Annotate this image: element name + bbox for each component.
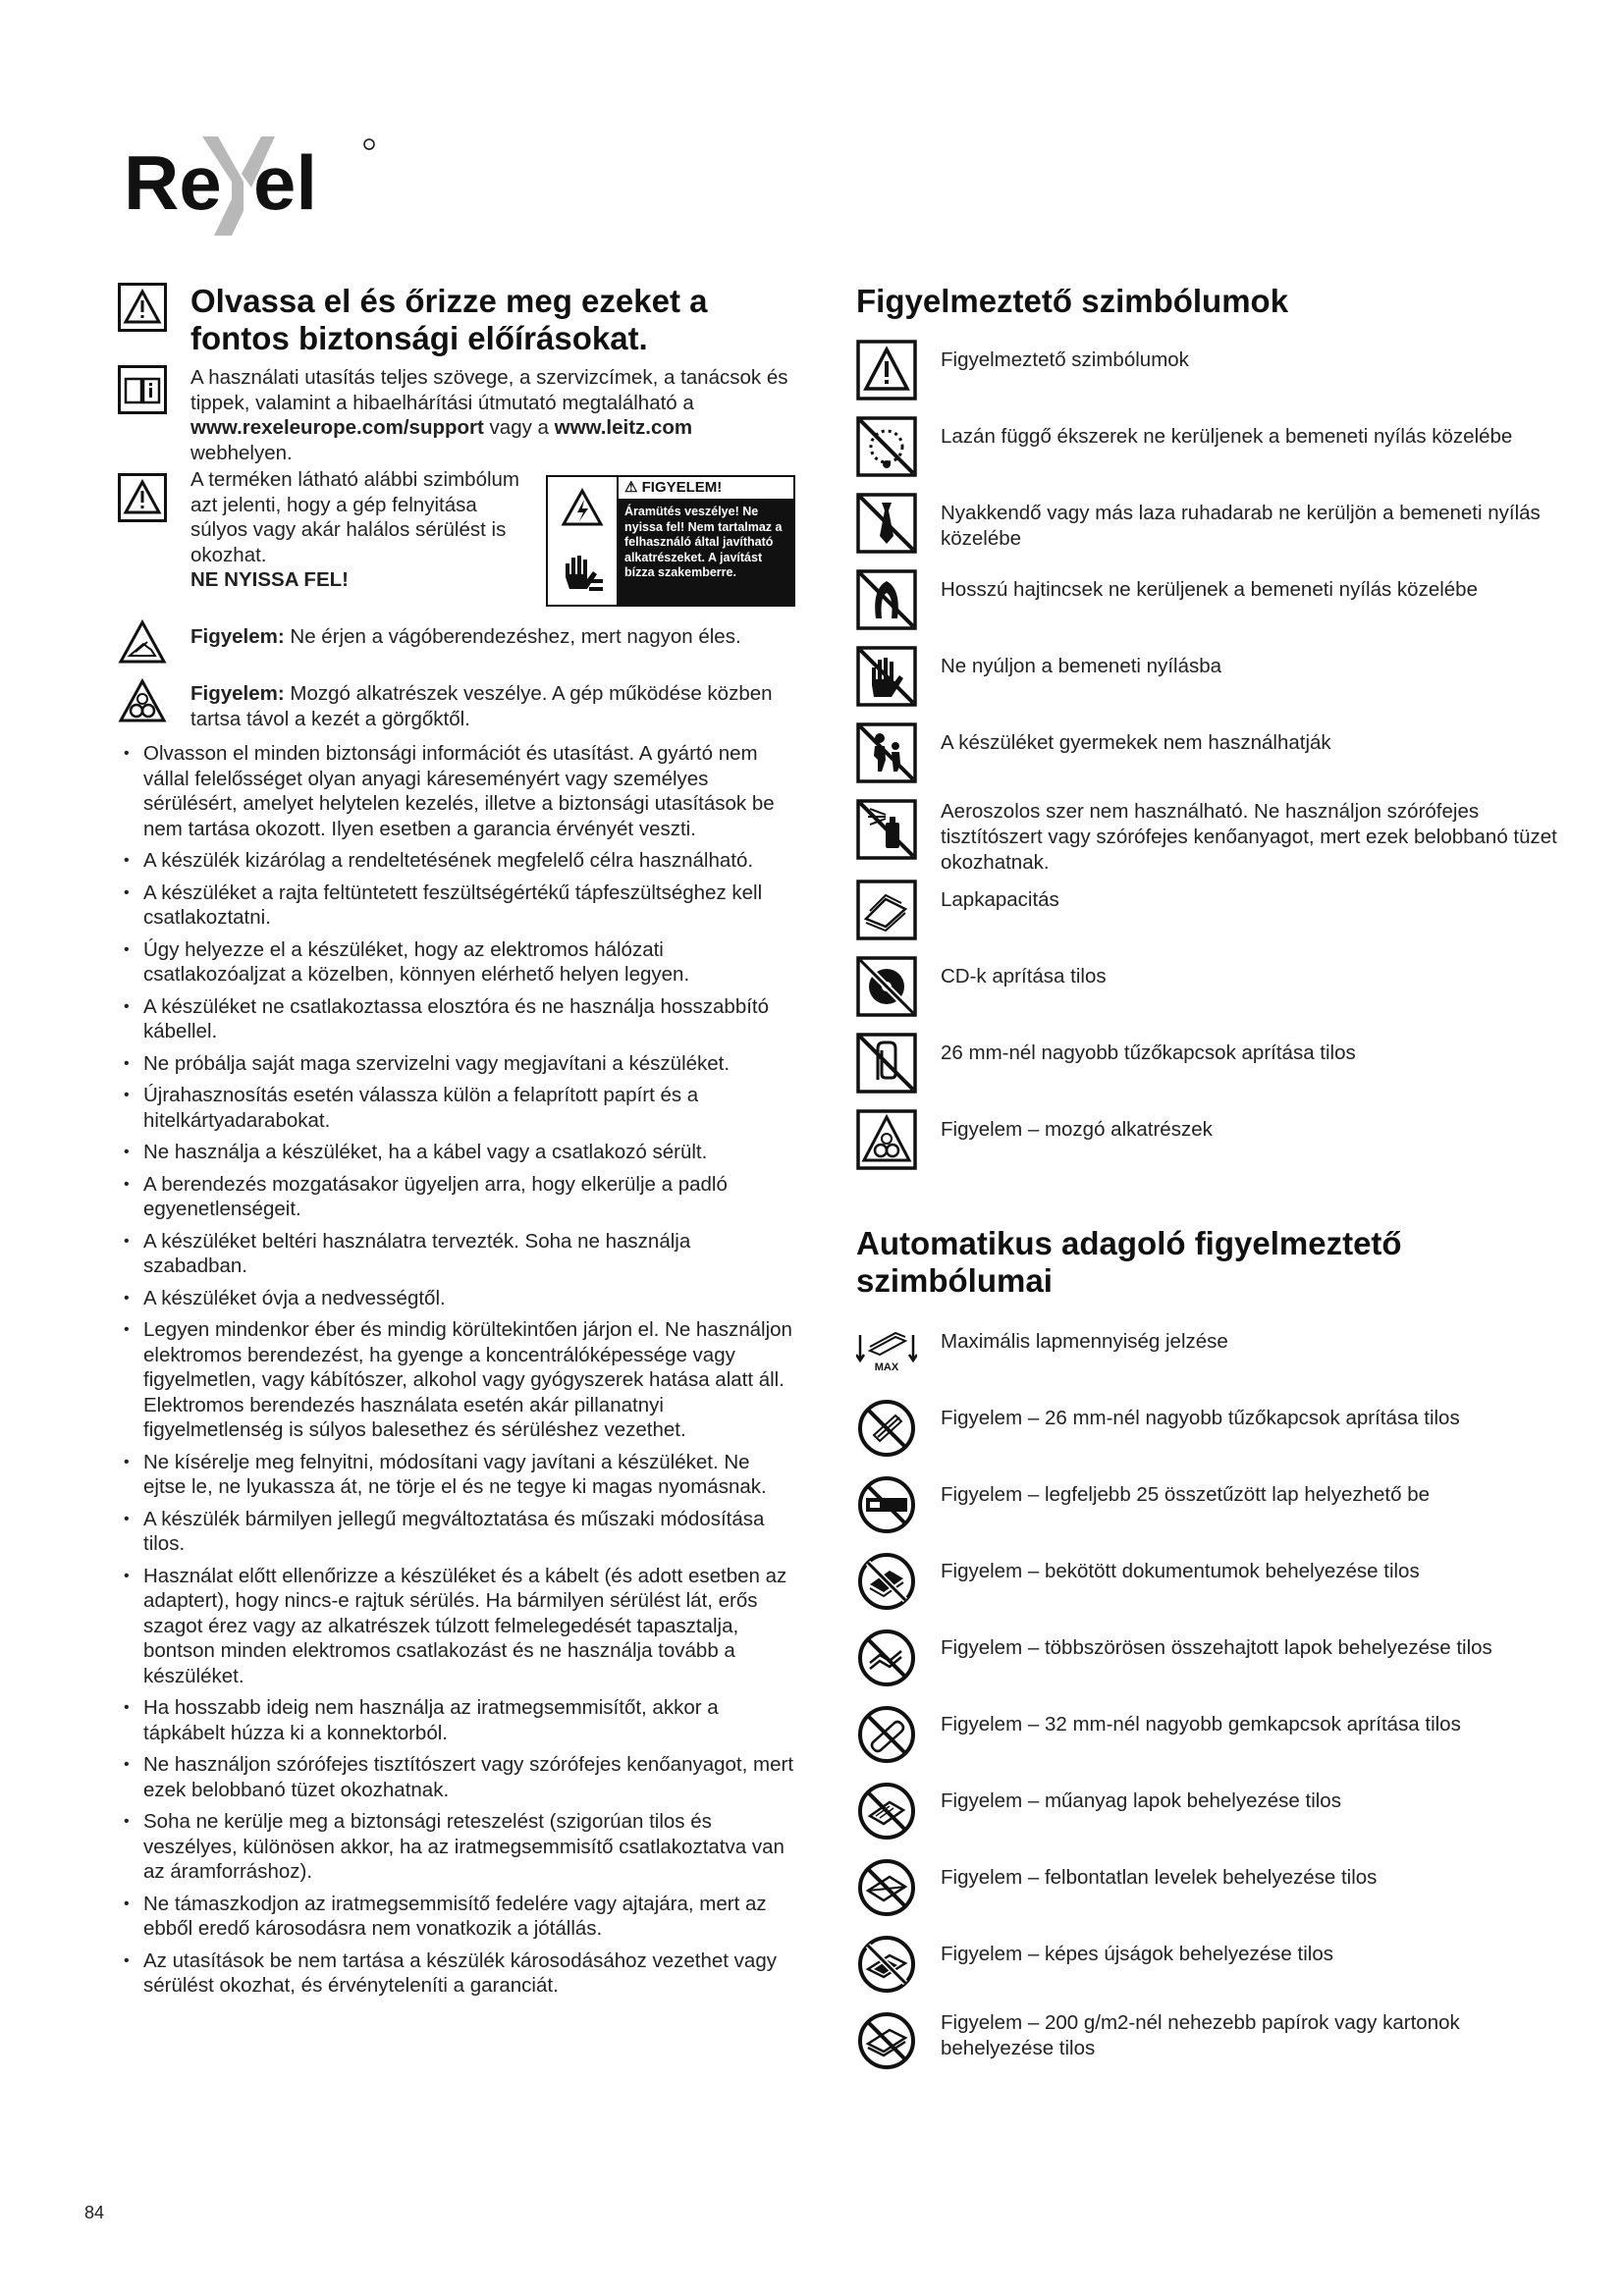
warning-symbols-column [856,283,1563,2087]
rexel-logo-mark [116,123,386,250]
auto-symbol-row [856,1857,1563,1934]
list-item: • A készüléket óvja a nedvességtől. [118,1286,795,1311]
symbol-text: Ne nyúljon a bemeneti nyílásba [941,655,1222,677]
no-children-icon [856,722,917,783]
moving-parts-warning-icon [118,677,167,726]
symbol-text: Aeroszolos szer nem használható. Ne használjon szórófejes tisztítószert vagy szórófejes kenőanyagot, mert ezek belobbanó tüzet okozhatnak. [941,800,1557,874]
symbol-row [856,569,1563,646]
caution1-label: Figyelem: [190,625,285,648]
list-item: • Ne kísérelje meg felnyitni, módosítani vagy javítani a készüléket. Ne ejtse le, ne lyukassza át, ne törje el és ne tegye ki magas nyomásnak. [118,1450,795,1500]
symbol-text: Hosszú hajtincsek ne kerüljenek a bemeneti nyílás közelébe [941,578,1478,601]
warning-triangle-icon [118,473,167,522]
electric-shock-warning-label [546,475,795,607]
sharp-blade-caution-text [190,618,741,650]
max-label: MAX [874,1362,899,1373]
no-folded-sheets-icon [856,1628,917,1688]
auto-symbol-row [856,2010,1563,2087]
logo-text-el: el [253,139,318,226]
symbol-text: Nyakkendő vagy más laza ruhadarab ne kerüljön a bemeneti nyílás közelébe [941,502,1541,550]
leitz-link[interactable]: www.leitz.com [554,416,693,439]
no-unopened-letters-icon [856,1857,917,1918]
manual-info-post: webhelyen. [190,441,293,464]
auto-symbol-row [856,1474,1563,1551]
do-not-open-row [118,467,795,611]
manual-info-mid: vagy a [483,416,555,439]
warning-label-text: Áramütés veszélye! Ne nyissa fel! Nem tartalmaz a felhasználó által javítható alkatrészeket. A javítást bízza szakemberre. [619,501,793,605]
caution2-label: Figyelem: [190,682,285,705]
list-item: • Ne használja a készüléket, ha a kábel vagy a csatlakozó sérült. [118,1140,795,1165]
list-item: • A készülék kizárólag a rendeltetésének megfelelő célra használható. [118,848,795,874]
list-item: • Használat előtt ellenőrizze a készüléket és a kábelt (és adott esetben az adaptert), hogy nincs-e rajtuk sérülés. Ha bármilyen sérülést lát, erős szagot érez vagy az alkatrészek túlzott felmelegedését tapasztalja, bontson minden elektromos csatlakozást és ne használja tovább a készüléket. [118,1564,795,1689]
manual-info-text [190,365,795,465]
list-item: • Ha hosszabb ideig nem használja az iratmegsemmisítőt, akkor a tápkábelt húzza ki a konnektorból. [118,1695,795,1745]
page-number: 84 [84,2203,105,2222]
symbol-text: Figyelem – felbontatlan levelek behelyezése tilos [941,1866,1378,1889]
max-25-stapled-icon [856,1474,917,1535]
auto-symbol-row [856,1704,1563,1781]
symbol-note: A terméken látható alábbi szimbólum azt jelenti, hogy a gép felnyitása súlyos vagy akár halálos sérülést is okozhat. [190,468,520,566]
symbol-text: 26 mm-nél nagyobb tűzőkapcsok aprítása tilos [941,1041,1356,1064]
auto-symbol-row [856,1321,1563,1398]
manual-info-pre: A használati utasítás teljes szövege, a szervizcímek, a tanácsok és tippek, valamint a hibaelhárítási útmutató megtalálható a [190,366,788,414]
no-jewellery-icon [856,416,917,477]
symbol-text: Lazán függő ékszerek ne kerüljenek a bemeneti nyílás közelébe [941,425,1513,448]
warning-label-body [619,477,793,605]
safety-instructions-column [118,283,795,2005]
auto-symbol-row [856,1398,1563,1474]
support-link[interactable]: www.rexeleurope.com/support [190,416,484,439]
warning-label-title-text: FIGYELEM! [641,479,723,496]
symbol-row [856,880,1563,956]
warning-symbols-title: Figyelmeztető szimbólumok [856,283,1289,319]
symbol-text: Figyelem – képes újságok behelyezése tilos [941,1943,1333,1965]
moving-parts-caution-row [118,677,795,731]
warning-triangle-icon [856,340,917,400]
symbol-text: Lapkapacitás [941,888,1059,911]
symbol-row [856,416,1563,493]
list-item: • Ne támaszkodjon az iratmegsemmisítő fedelére vagy ajtajára, mert az ebből eredő károsodásra nem vonatkozik a jótállás. [118,1892,795,1942]
list-item: • Ne próbálja saját maga szervizelni vagy megjavítani a készüléket. [118,1051,795,1077]
warning-label-icons [548,477,619,605]
sharp-blade-warning-icon [118,618,167,667]
safety-header [118,283,795,357]
symbol-row [856,340,1563,416]
symbol-row [856,1109,1563,1186]
list-item: • A készüléket beltéri használatra tervezték. Soha ne használja szabadban. [118,1229,795,1279]
max-sheets-icon [856,1321,917,1382]
list-item: • Soha ne kerülje meg a biztonsági reteszelést (szigorúan tilos és veszélyes, különösen akkor, ha az iratmegsemmisítő csatlakoztatva van az áramforráshoz). [118,1809,795,1885]
list-item: • Legyen mindenkor éber és mindig körültekintően járjon el. Ne használjon elektromos berendezést, ha gyenge a koncentrálóképessége vagy figyelmetlen, vagy kábítószer, alkohol vagy gyógyszerek hatása alatt áll. Elektromos berendezés használata esetén akár pillanatnyi figyelmetlenség is súlyos balesethez és sérüléshez vezethet. [118,1317,795,1443]
list-item: • Az utasítások be nem tartása a készülék károsodásához vezethet vagy sérülést okozhat, és érvényteleníti a garanciát. [118,1949,795,1999]
sharp-blade-caution-row [118,618,795,667]
no-staples-26mm-icon [856,1398,917,1459]
no-hand-icon [856,646,917,707]
hand-in-machine-icon [560,548,605,595]
symbol-text: A készüléket gyermekek nem használhatják [941,731,1331,754]
list-item: • A készülék bármilyen jellegű megváltoztatása és műszaki módosítása tilos. [118,1507,795,1557]
manual-info-row [118,365,795,465]
warning-label-title [619,477,793,501]
symbol-text: Maximális lapmennyiség jelzése [941,1330,1228,1353]
caution2-text: Mozgó alkatrészek veszélye. A gép működése közben tartsa távol a kezét a görgőktől. [190,682,773,730]
list-item: • Úgy helyezze el a készüléket, hogy az elektromos hálózati csatlakozóaljzat a közelben, könnyen elérhető helyen legyen. [118,937,795,988]
no-glossy-magazines-icon [856,1934,917,1995]
symbol-text: Figyelem – legfeljebb 25 összetűzött lap helyezhető be [941,1483,1431,1506]
no-staples-icon [856,1033,917,1094]
list-item: • A berendezés mozgatásakor ügyeljen arra, hogy elkerülje a padló egyenetlenségeit. [118,1172,795,1222]
symbol-row [856,493,1563,569]
symbol-text: CD-k aprítása tilos [941,965,1107,988]
auto-symbol-row [856,1781,1563,1857]
symbol-text: Figyelem – többszörösen összehajtott lapok behelyezése tilos [941,1636,1492,1659]
rexel-logo [116,123,386,250]
symbol-text: Figyelem – műanyag lapok behelyezése tilos [941,1789,1341,1812]
symbol-row [856,799,1563,880]
auto-symbol-row [856,1628,1563,1704]
do-not-open-bold: NE NYISSA FEL! [190,568,349,591]
logo-text-re: Re [124,139,222,226]
moving-parts-icon [856,1109,917,1170]
no-heavy-paper-icon [856,2010,917,2071]
no-paperclips-icon [856,1704,917,1765]
safety-title: Olvassa el és őrizze meg ezeket a fontos biztonsági előírásokat. [190,283,708,356]
symbol-row [856,956,1563,1033]
symbol-row [856,1033,1563,1109]
moving-parts-caution-text [190,677,795,731]
do-not-open-block [190,467,795,611]
symbol-text: Figyelem – bekötött dokumentumok behelyezése tilos [941,1560,1420,1582]
no-aerosol-icon [856,799,917,860]
list-item: • A készüléket a rajta feltüntetett feszültségértékű tápfeszültséghez kell csatlakoztatni. [118,881,795,931]
no-long-hair-icon [856,569,917,630]
auto-symbol-row [856,1934,1563,2010]
sheet-capacity-icon [856,880,917,940]
safety-bullet-list [118,741,795,1999]
auto-feed-symbols-title: Automatikus adagoló figyelmeztető szimbólumai [856,1225,1402,1299]
list-item: • Újrahasznosítás esetén válassza külön a felaprított papírt és a hitelkártyadarabokat. [118,1083,795,1133]
no-tie-icon [856,493,917,554]
symbol-text: Figyelem – mozgó alkatrészek [941,1118,1213,1141]
list-item: • Ne használjon szórófejes tisztítószert vagy szórófejes kenőanyagot, mert ezek belobbanó tüzet okozhatnak. [118,1752,795,1802]
symbol-text: Figyelmeztető szimbólumok [941,348,1189,371]
no-cd-icon [856,956,917,1017]
small-warning-icon: ⚠ [624,479,638,496]
symbol-text: Figyelem – 200 g/m2-nél nehezebb papírok vagy kartonok behelyezése tilos [941,2011,1460,2059]
list-item: • Olvasson el minden biztonsági információt és utasítást. A gyártó nem vállal felelősséget olyan anyagi káreseményért vagy személyes sérülésért, amelyet helytelen kezelés, illetve a biztonsági utasítások be nem tartása okozott. Ilyen esetben a garancia érvényét veszti. [118,741,795,841]
no-plastic-sheets-icon [856,1781,917,1842]
manual-book-icon [118,365,167,414]
no-bound-docs-icon [856,1551,917,1612]
symbol-row [856,646,1563,722]
symbol-row [856,722,1563,799]
symbol-text: Figyelem – 26 mm-nél nagyobb tűzőkapcsok aprítása tilos [941,1407,1460,1429]
symbol-text: Figyelem – 32 mm-nél nagyobb gemkapcsok aprítása tilos [941,1713,1461,1735]
auto-symbol-row [856,1551,1563,1628]
caution1-text: Ne érjen a vágóberendezéshez, mert nagyon éles. [284,625,741,648]
electric-shock-icon [561,488,604,527]
list-item: • A készüléket ne csatlakoztassa elosztóra és ne használja hosszabbító kábellel. [118,994,795,1044]
warning-triangle-icon [118,283,167,332]
